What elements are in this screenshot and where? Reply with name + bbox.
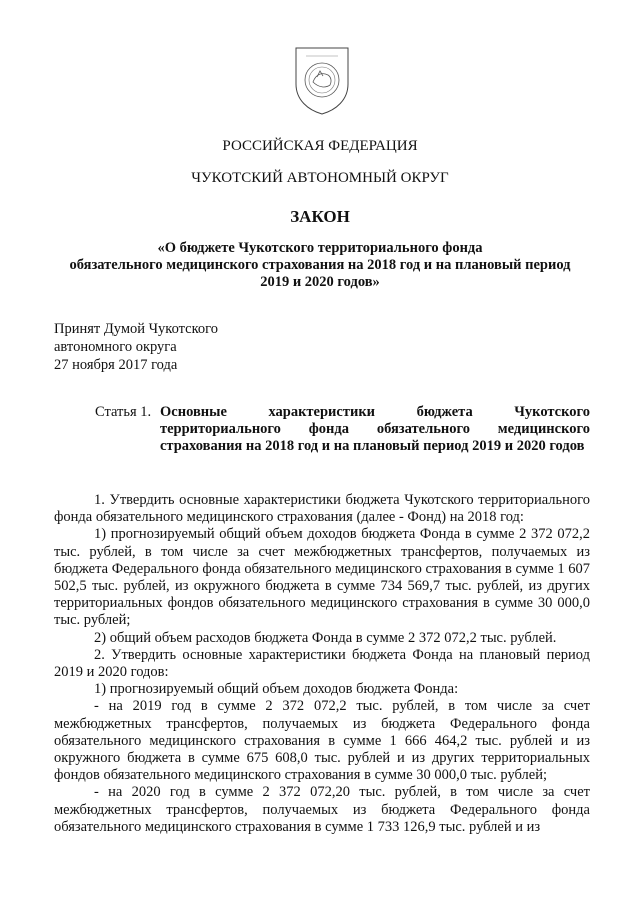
adoption-info [54, 320, 218, 374]
paragraph: - на 2019 год в сумме 2 372 072,2 тыс. рублей, в том числе за счет межбюджетных трансфертов, получаемых из бюджета Федерального фонда обязательного медицинского страхования в сумме 1 666 464,2 тыс. рублей и из окружного бюджета в сумме 675 608,0 тыс. рублей и из других территориальных фондов обязательного медицинского страхования в сумме 30 000,0 тыс. рублей; [54, 698, 590, 784]
adoption-line: Принят Думой Чукотского [54, 321, 219, 337]
article-heading [95, 404, 590, 455]
article-number: Статья 1. [95, 404, 152, 420]
law-title-line: обязательного медицинского страхования на 2018 год и на плановый период [69, 257, 571, 273]
paragraph: 1) прогнозируемый общий объем доходов бюджета Фонда: [94, 681, 459, 698]
article-body [54, 492, 590, 836]
paragraph: 1. Утвердить основные характеристики бюджета Чукотского территориального фонда обязательного медицинского страхования (далее - Фонд) на 2018 год: [54, 492, 590, 526]
okrug-name: ЧУКОТСКИЙ АВТОНОМНЫЙ ОКРУГ [191, 170, 449, 186]
adoption-line: автономного округа [54, 339, 177, 355]
article-name: Основные характеристики бюджета Чукотского территориального фонда обязательного медицинского страхования на 2018 год и на плановый период 2019 и 2020 годов [160, 404, 590, 454]
law-title [55, 240, 585, 291]
paragraph: 2) общий объем расходов бюджета Фонда в сумме 2 372 072,2 тыс. рублей. [94, 629, 557, 646]
paragraph: 1) прогнозируемый общий объем доходов бюджета Фонда в сумме 2 372 072,2 тыс. рублей, в том числе за счет межбюджетных трансфертов, получаемых из бюджета Федерального фонда обязательного медицинского страхования в сумме 1 607 502,5 тыс. рублей, из окружного бюджета в сумме 734 569,7 тыс. рублей, из других территориальных фондов обязательного медицинского страхования в сумме 30 000,0 тыс. рублей; [54, 526, 590, 629]
paragraph: - на 2020 год в сумме 2 372 072,20 тыс. рублей, в том числе за счет межбюджетных трансфертов, получаемых из бюджета Федерального фонда обязательного медицинского страхования в сумме 1 733 126,9 тыс. рублей и из [54, 784, 590, 835]
country-name: РОССИЙСКАЯ ФЕДЕРАЦИЯ [222, 138, 418, 154]
law-title-line: 2019 и 2020 годов» [260, 274, 380, 290]
law-title-line: «О бюджете Чукотского территориального фонда [157, 240, 483, 256]
document-type: ЗАКОН [290, 207, 350, 226]
adoption-date: 27 ноября 2017 года [54, 357, 178, 373]
coat-of-arms-icon [292, 44, 352, 116]
paragraph: 2. Утвердить основные характеристики бюджета Фонда на плановый период 2019 и 2020 годов: [54, 646, 590, 681]
